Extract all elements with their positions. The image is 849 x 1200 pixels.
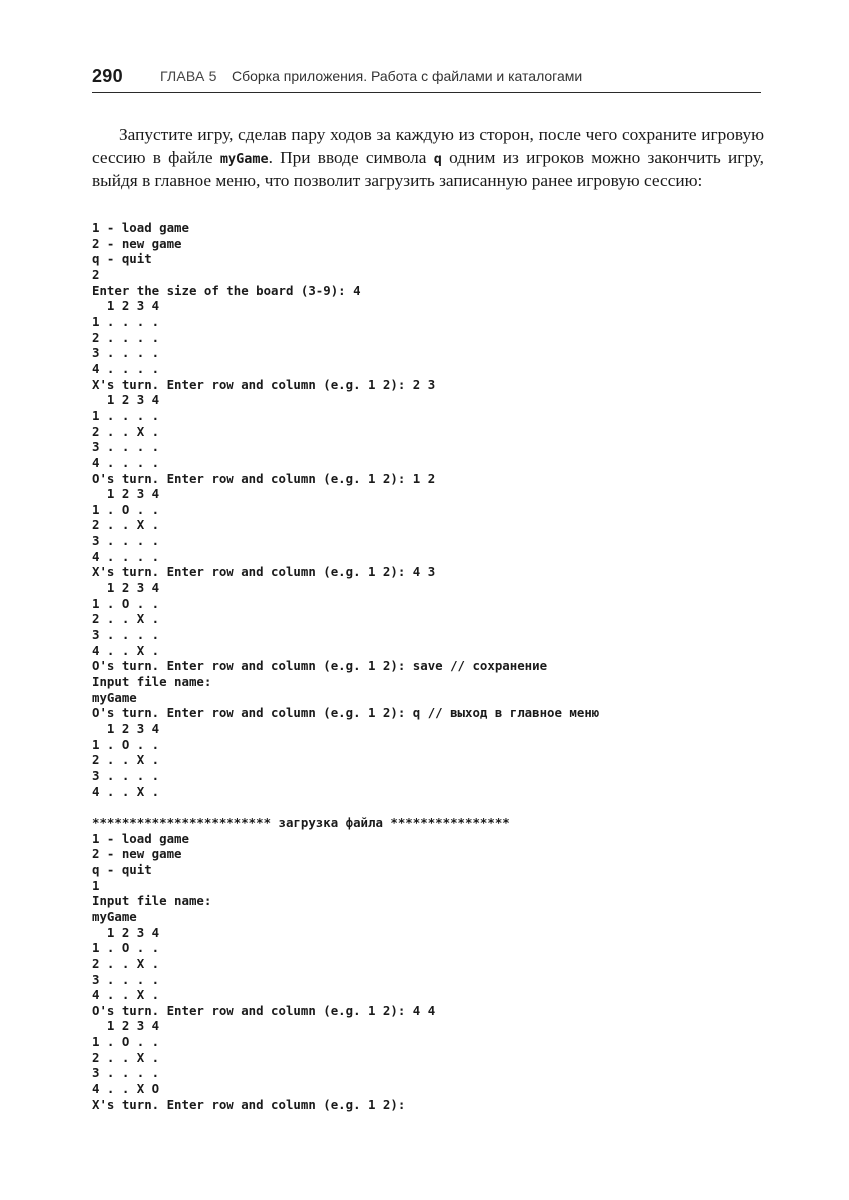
inline-quit-symbol: q <box>433 150 442 167</box>
intro-text-before-file: Запустите игру, сделав пару ходов за каждую из сторон, после чего сохраните игровую сессию в файле <box>92 125 764 167</box>
intro-paragraph <box>92 124 764 193</box>
intro-text-after: одним из игроков можно закончить игру, выйдя в главное меню, что позволит загрузить записанную ранее игровую сессию: <box>92 147 765 190</box>
chapter-title: Сборка приложения. Работа с файлами и каталогами <box>232 68 583 84</box>
chapter-label: ГЛАВА 5 <box>160 68 217 84</box>
inline-file-name: myGame <box>219 150 269 167</box>
console-listing: 1 - load game 2 - new game q - quit 2 Enter the size of the board (3-9): 4 1 2 3 4 1 . . . . 2 . . . . 3 . . . . 4 . . . . X's turn. Enter row and column (e.g. 1 2): 2 3 1 2 3 4 1 . . . . 2 . . X . 3 . . . . 4 . . . . O's turn. Enter row and column (e.g. 1 2): 1 2 1 2 3 4 1 . O . . 2 . . X . 3 . . . . 4 . . . . X's turn. Enter row and column (e.g. 1 2): 4 3 1 2 3 4 1 . O . . 2 . . X . 3 . . . . 4 . . X . O's turn. Enter row and column (e.g. 1 2): save // сохранение Input file name: myGame O's turn. Enter row and column (e.g. 1 2): q // выход в главное меню 1 2 3 4 1 . O . . 2 . . X . 3 . . . . 4 . . X . ************************ загрузка файла **************** 1 - load game 2 - new game q - quit 1 Input file name: myGame 1 2 3 4 1 . O . . 2 . . X . 3 . . . . 4 . . X . O's turn. Enter row and column (e.g. 1 2): 4 4 1 2 3 4 1 . O . . 2 . . X . 3 . . . . 4 . . X O X's turn. Enter row and column (e.g. 1 2): <box>92 220 600 1112</box>
page-number: 290 <box>92 66 123 86</box>
running-header <box>92 64 761 93</box>
intro-text-between: . При вводе символа <box>268 147 434 167</box>
